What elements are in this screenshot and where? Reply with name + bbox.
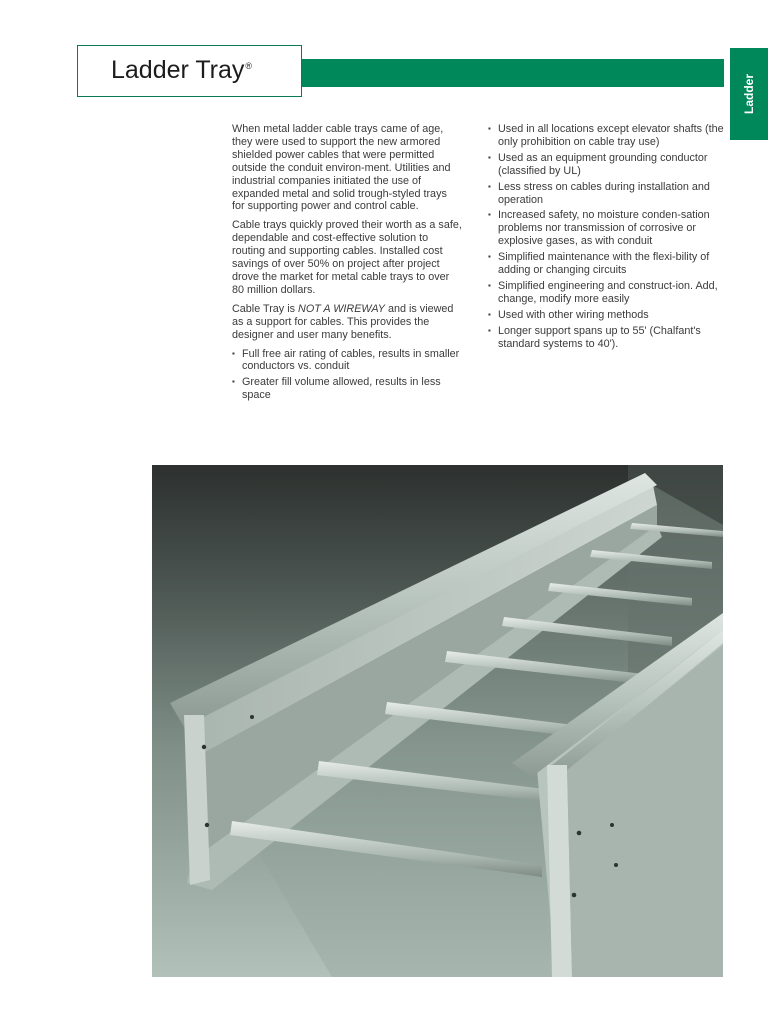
list-item: ▪ Longer support spans up to 55' (Chalfant's standard systems to 40'). [488,325,728,351]
list-item: ▪ Simplified maintenance with the flexi-bility of adding or changing circuits [488,251,728,277]
benefits-list-left [232,348,462,403]
text-column-right [488,123,728,354]
benefits-list-right [488,123,728,351]
side-tab-label: Ladder [742,73,756,115]
list-item: ▪ Simplified engineering and construct-ion. Add, change, modify more easily [488,280,728,306]
list-item: ▪ Used with other wiring methods [488,309,728,322]
ladder-tray-illustration [152,465,723,977]
list-item: ▪ Full free air rating of cables, results in smaller conductors vs. conduit [232,348,462,374]
third-paragraph: Cable Tray is NOT A WIREWAY and is viewed as a support for cables. This provides the designer and user many benefits. [232,302,454,341]
list-item: ▪ Less stress on cables during installation and operation [488,181,728,207]
section-side-tab [730,48,768,140]
list-item: ▪ Used in all locations except elevator shafts (the only prohibition on cable tray use) [488,123,728,149]
list-item: ▪ Used as an equipment grounding conductor (classified by UL) [488,152,728,178]
emphasis-not-a-wireway: NOT A WIREWAY [298,302,385,315]
title-box [77,45,302,97]
second-paragraph: Cable trays quickly proved their worth as a safe, dependable and cost-effective solution to routing and supporting cables. Installed cost savings of over 50% on project after project drove the market for metal cable trays to over 80 million dollars. [232,219,462,296]
list-item: ▪ Increased safety, no moisture conden-sation problems nor transmission of corrosive or explosive gases, as with conduit [488,209,728,248]
header-green-bar [300,59,724,87]
list-item: ▪ Greater fill volume allowed, results in less space [232,376,462,402]
page-title: Ladder Tray® [111,56,253,84]
text-column-left [232,123,462,405]
ladder-tray-photo [152,465,723,977]
intro-paragraph: When metal ladder cable trays came of age, they were used to support the new armored shielded power cables that were permitted outside the conduit environ-ment. Utilities and industrial companies initiated the use of expanded metal and solid trough-styled trays for supporting power and control cable. [232,123,451,213]
registered-mark: ® [245,60,253,71]
